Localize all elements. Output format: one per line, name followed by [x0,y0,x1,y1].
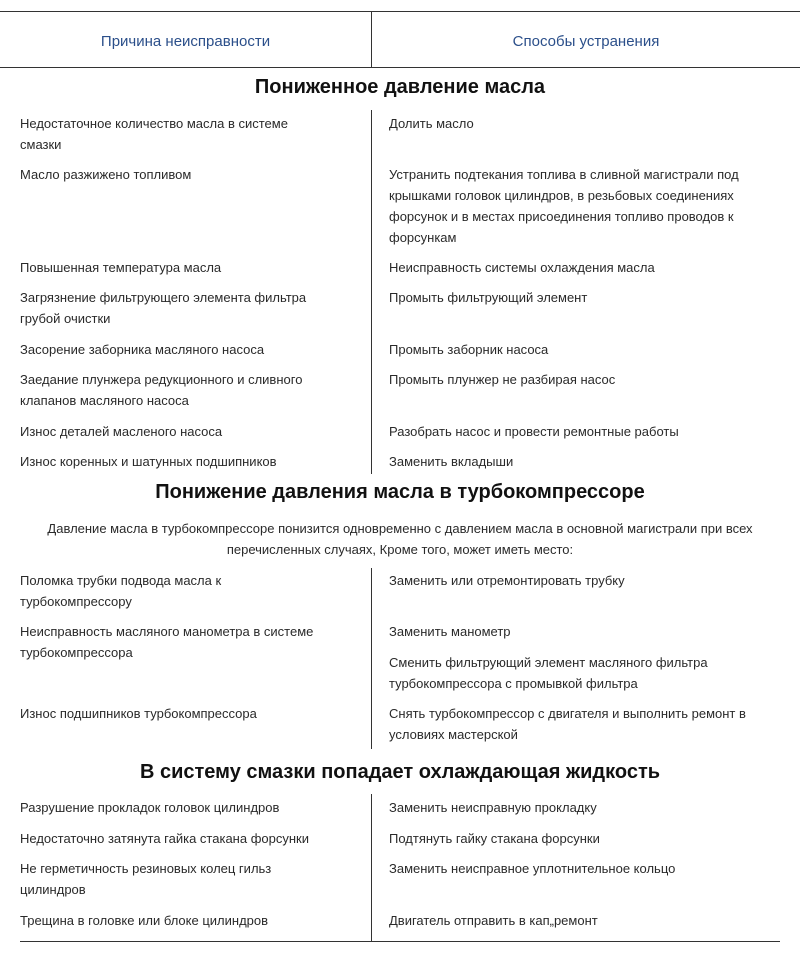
remedy-cell: Снять турбокомпрессор с двигателя и выполнить ремонт в условиях мастерской [389,706,746,742]
column-header-remedy: Способы устранения [512,33,660,50]
cause-cell: Поломка трубки подвода масла к турбокомпрессору [20,573,222,609]
cause-cell: Загрязнение фильтрующего элемента фильтра грубой очистки [20,290,307,326]
column-header-cause: Причина неисправности [100,33,271,50]
section-title: Понижение давления масла в турбокомпрессоре [155,481,645,503]
remedy-cell: Неисправность системы охлаждения масла [389,260,655,275]
cause-cell: Повышенная температура масла [20,260,222,275]
cause-cell: Разрушение прокладок головок цилиндров [20,800,280,815]
cause-cell: Недостаточно затянута гайка стакана форсунки [20,831,309,846]
remedy-cell: Двигатель отправить в кап„ремонт [389,913,598,928]
remedy-cell: Подтянуть гайку стакана форсунки [389,831,600,846]
bottom-border [20,941,780,942]
remedy-cell: Устранить подтекания топлива в сливной магистрали под крышками головок цилиндров, в резьбовых соединениях форсунок и в местах присоединения топливо проводов к форсункам [389,167,739,245]
remedy-cell: Сменить фильтрующий элемент масляного фильтра турбокомпрессора с промывкой фильтра [389,655,708,691]
cause-cell: Износ коренных и шатунных подшипников [20,454,277,469]
remedy-cell: Заменить или отремонтировать трубку [389,573,625,588]
cause-cell: Износ деталей масленого насоса [20,424,223,439]
header-bottom-border [0,67,800,68]
cause-cell: Заедание плунжера редукционного и сливного клапанов масляного насоса [20,372,303,408]
remedy-cell: Промыть фильтрующий элемент [389,290,588,305]
remedy-cell: Долить масло [389,116,474,131]
remedy-cell: Заменить манометр [389,624,511,639]
cause-cell: Трещина в головке или блоке цилиндров [20,913,269,928]
cause-cell: Неисправность масляного манометра в системе турбокомпрессора [20,624,314,660]
cause-cell: Засорение заборника масляного насоса [20,342,265,357]
remedy-cell: Промыть плунжер не разбирая насос [389,372,616,387]
cause-cell: Не герметичность резиновых колец гильз цилиндров [20,861,272,897]
cause-cell: Недостаточное количество масла в системе смазки [20,116,288,152]
remedy-cell: Заменить неисправное уплотнительное кольцо [389,861,676,876]
top-border [0,11,800,12]
cause-cell: Износ подшипников турбокомпрессора [20,706,257,721]
remedy-cell: Промыть заборник насоса [389,342,549,357]
column-divider [371,110,372,474]
column-divider [371,568,372,749]
section-title: В систему смазки попадает охлаждающая жидкость [139,761,661,783]
remedy-cell: Заменить неисправную прокладку [389,800,597,815]
column-divider [371,794,372,941]
section-note: Давление масла в турбокомпрессоре понизится одновременно с давлением масла в основной магистрали при всех перечисленных случаях, Кроме того, может иметь место: [47,521,753,557]
cause-cell: Масло разжижено топливом [20,167,192,182]
remedy-cell: Разобрать насос и провести ремонтные работы [389,424,679,439]
section-title: Пониженное давление масла [254,76,546,98]
remedy-cell: Заменить вкладыши [389,454,514,469]
